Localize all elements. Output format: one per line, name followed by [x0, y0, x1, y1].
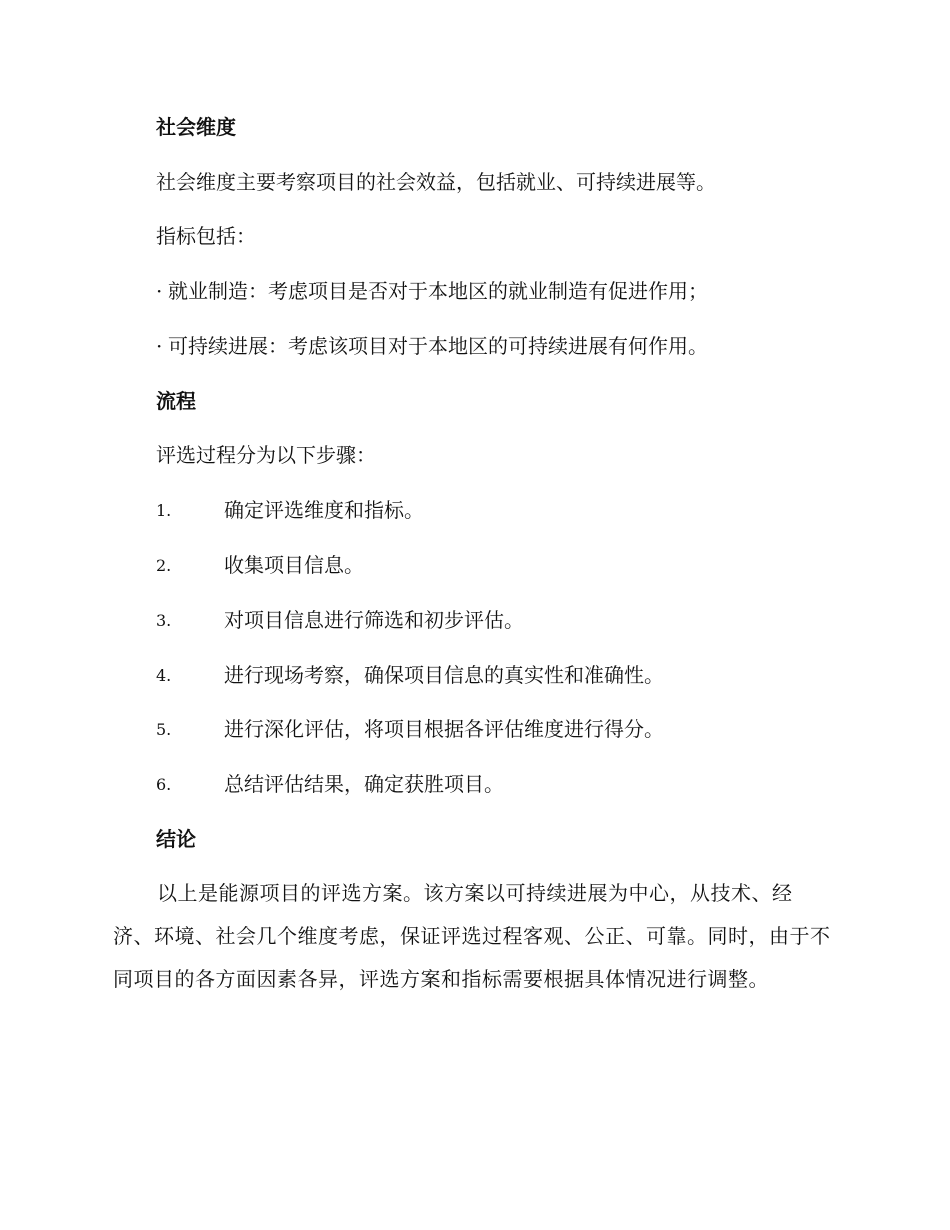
- bullet-item-employment: [156, 277, 708, 305]
- step-text: 进行深化评估，将项目根据各评估维度进行得分。: [224, 717, 664, 741]
- bullet-icon: ·: [156, 279, 163, 303]
- step-number: 1.: [156, 501, 172, 520]
- conclusion-paragraph: 以上是能源项目的评选方案。该方案以可持续进展为中心，从技术、经济、环境、社会几个维度考虑，保证评选过程客观、公正、可靠。同时，由于不同项目的各方面因素各异，评选方案和指标需要根据具体情况进行调整。: [113, 881, 831, 991]
- section-heading-social: 社会维度: [156, 115, 236, 139]
- step-text: 总结评估结果，确定获胜项目。: [224, 772, 504, 796]
- step-text: 对项目信息进行筛选和初步评估。: [224, 608, 524, 632]
- social-intro-text: 社会维度主要考察项目的社会效益，包括就业、可持续进展等。: [156, 170, 716, 194]
- process-intro-text: 评选过程分为以下步骤：: [156, 443, 376, 467]
- step-number: 4.: [156, 666, 172, 685]
- bullet-text: 就业制造：考虑项目是否对于本地区的就业制造有促进作用；: [168, 279, 708, 303]
- bullet-text: 可持续进展：考虑该项目对于本地区的可持续进展有何作用。: [168, 334, 708, 358]
- step-text: 收集项目信息。: [224, 553, 364, 577]
- section-heading-process: 流程: [156, 389, 196, 413]
- step-text: 确定评选维度和指标。: [224, 498, 424, 522]
- section-heading-conclusion: 结论: [156, 827, 196, 851]
- step-number: 5.: [156, 720, 172, 739]
- step-number: 6.: [156, 775, 172, 794]
- step-number: 2.: [156, 556, 172, 575]
- bullet-item-sustainability: [156, 332, 708, 360]
- indicators-label: 指标包括：: [156, 224, 256, 248]
- bullet-icon: ·: [156, 334, 163, 358]
- step-number: 3.: [156, 611, 172, 630]
- step-text: 进行现场考察，确保项目信息的真实性和准确性。: [224, 663, 664, 687]
